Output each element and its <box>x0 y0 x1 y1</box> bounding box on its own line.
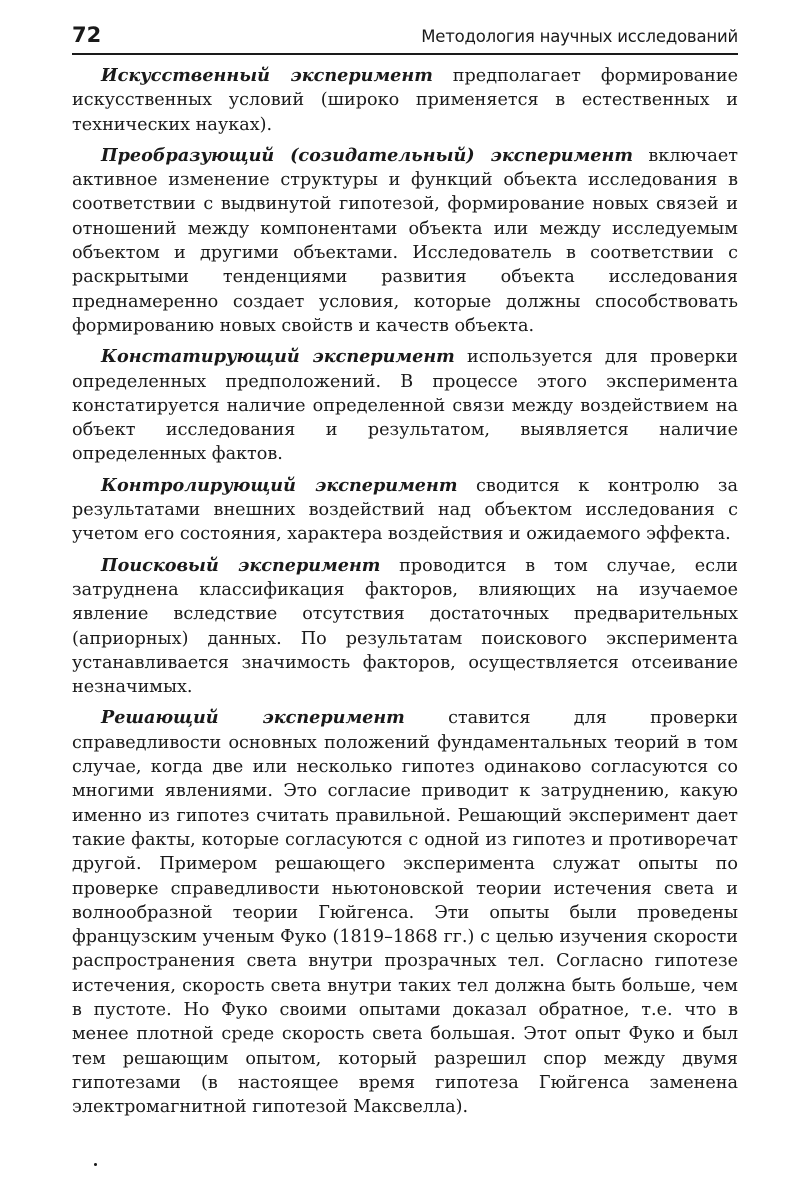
paragraph-text: включает активное изменение структуры и функций объекта исследования в соответствии с выдвинутой гипотезой, формирование новых связей и отношений между компонентами объекта или между исследуемым объектом и другими объектами. Исследователь в соответствии с раскрытыми тенденциями развития объекта исследования преднамеренно создает условия, которые должны способствовать формированию новых свойств и качеств объекта. <box>72 145 738 336</box>
paragraph-text: предполагает формирование искусственных условий (широко применяется в естественных и технических науках). <box>72 66 739 135</box>
paragraph-text: используется для проверки определенных предположений. В процессе этого эксперимента констатируется наличие определенной связи между воздействием на объект исследования и результатом, выявляется наличие определенных фактов. <box>72 347 738 465</box>
paragraph-text: проводится в том случае, если затруднена классификация факторов, влияющих на изучаемое явление вследствие отсутствия достаточных предварительных (априорных) данных. По результатам поискового эксперимента устанавливается значимость факторов, осуществляется отсеивание незначимых. <box>72 555 738 698</box>
page-header <box>72 22 738 56</box>
page-number: 72 <box>72 23 102 47</box>
body-text <box>72 64 738 1126</box>
term-search-experiment: Поисковый эксперимент <box>101 554 381 576</box>
print-dot <box>94 1163 97 1166</box>
running-title: Методология научных исследований <box>421 27 738 46</box>
term-controlling-experiment: Контролирующий эксперимент <box>101 474 458 496</box>
paragraph-search-experiment <box>72 554 738 700</box>
paragraph-decisive-experiment <box>72 706 738 1119</box>
term-transforming-experiment: Преобразующий (созидательный) эксперимент <box>101 144 633 166</box>
paragraph-ascertaining-experiment <box>72 345 738 466</box>
paragraph-artificial-experiment <box>72 64 738 137</box>
paragraph-text: ставится для проверки справедливости основных положений фундаментальных теорий в том случае, когда две или несколько гипотез одинаково согласуются со многими явлениями. Это согласие приводит к затруднению, какую именно из гипотез считать правильной. Решающий эксперимент дает такие факты, которые согласуются с одной из гипотез и противоречат другой. Примером решающего эксперимента служат опыты по проверке справедливости ньютоновской теории истечения света и волнообразной теории Гюйгенса. Эти опыты были проведены французским ученым Фуко (1819–1868 гг.) с целью изучения скорости распространения света внутри прозрачных тел. Согласно гипотезе истечения, скорость света внутри таких тел должна быть больше, чем в пустоте. Но Фуко своими опытами доказал обратное, т.е. что в менее плотной среде скорость света большая. Этот опыт Фуко и был тем решающим опытом, который разрешил спор между двумя гипотезами (в настоящее время гипотеза Гюйгенса заменена электромагнитной гипотезой Максвелла). <box>72 708 738 1118</box>
header-rule <box>72 53 738 55</box>
term-artificial-experiment: Искусственный эксперимент <box>101 65 433 86</box>
term-ascertaining-experiment: Констатирующий эксперимент <box>101 346 455 368</box>
paragraph-transforming-experiment <box>72 144 738 338</box>
paragraph-text: сводится к контролю за результатами внешних воздействий над объектом исследования с учетом его состояния, характера воздействия и ожидаемого эффекта. <box>72 475 738 545</box>
paragraph-controlling-experiment <box>72 474 738 547</box>
term-decisive-experiment: Решающий эксперимент <box>101 707 405 729</box>
